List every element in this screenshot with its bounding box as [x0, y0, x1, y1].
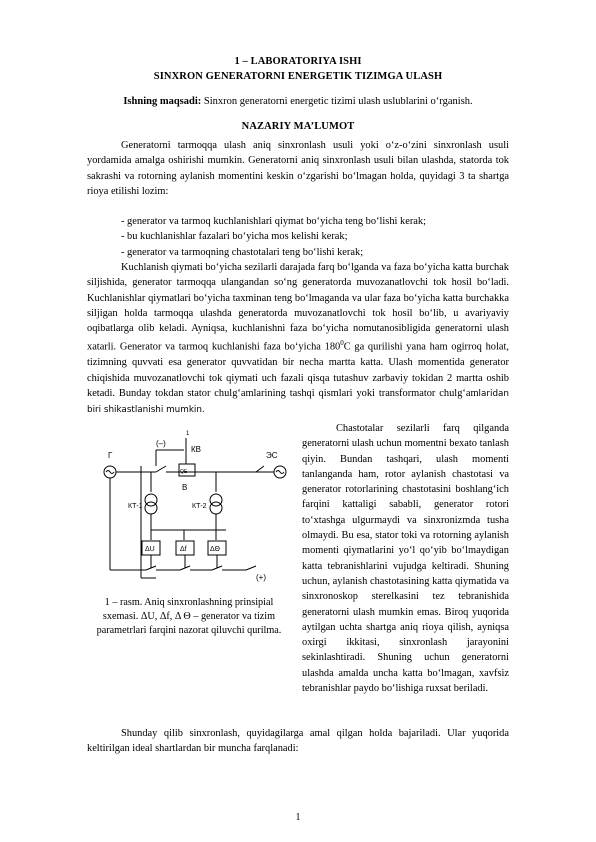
aim-label: Ishning maqsadi: [123, 96, 202, 107]
page-number: 1 [295, 812, 301, 823]
section-heading: NAZARIY MA’LUMOT [241, 121, 355, 132]
list-item: - generator va tarmoq kuchlanishlari qiymat bo‘yicha teng bo‘lishi kerak; [121, 216, 426, 227]
label-kt1: КТ-1 [128, 503, 143, 510]
synchronization-scheme-diagram [96, 430, 296, 590]
conditions-list [121, 214, 426, 260]
lab-title: 1 – LABORATORIYA ISHI [234, 56, 362, 67]
label-kt2: КТ-2 [192, 503, 207, 510]
paragraph-2-part-b: C ga qurilishi yana ham ogirroq holat, tizimning quvvati esa generator quvvatidan bir necha martta katta. Ulash momentida generator chiqishida muvozanatlovchi tok qiymati uch fazali qisqa tutashuv zarbaviy tokidan 2 martta oshib ketadi. Bunday tokdan stator chulg‘amlarining tashqi qismlari yoki transformator chulg‘am [87, 341, 509, 399]
label-b: В [182, 483, 188, 492]
label-du: ΔU [145, 546, 155, 553]
paragraph-2-part-c: laridan biri shikastlanishi mumkin. [87, 388, 509, 416]
label-df: Δf [180, 546, 187, 553]
label-kv: КВ [191, 445, 201, 454]
paragraph-2 [87, 260, 509, 418]
label-1: 1 [186, 431, 190, 437]
right-column-text: Chastotalar sezilarli farq qilganda generatorni ulash uchun momentni bexato tanlash qiyin. Bundan tashqari, ulash momenti tanlanganda ham, rotor aylanish chastotasi va generator rotorlarining chastotasini boshlang‘ich farqini kattaligi sababli, generator rotori to‘xtashga ulgurmaydi va sinxronizmda tusha olmaydi. Bu esa, stator toki va rotorning aylanish momenti qiymatlarini yo‘l qo‘yib bo‘lmaydigan katta tebranishlarini vujudga keltiradi. Shuning uchun, aylanish chastotasining katta qiymatida va sinxronoskop sterelkasini tez tebranishida generatorni ulash mumkin emas. Biroq yuqorida aytilgan uchta shartga aniq rioya qilish, ayniqsa oxirgi ikkitasi, sinxronlash jarayonini sekinlashtiradi. Shuning uchun generatorni ulashda amalda uncha katta bo‘lmagan, xavfsiz tebranishlar paydo bo‘lishiga ruxsat beriladi. [302, 423, 509, 695]
paragraph-2-part-a: Kuchlanish qiymati bo‘yicha sezilarli darajada farq bo‘lganda va faza bo‘yicha katta burchak siljishida, generator tarmoqqa ulangandan so‘ng generatorda muvozanatlovchi tok hosil bo‘ladi. Kuchlanishlar qiymatlari bo‘yicha taxminan teng bo‘lmaganda va ular faza bo‘yicha katta burchakka siljigan holda tarmoqqa ulashda generatorda muvozanatlovchi tok hosil bo‘lib, u avariyaviy oqibatlarga olib keladi. Ayniqsa, kuchlanishni faza bo‘yicha nomutanosibligida generatorni ulash xatarli. Generator va tarmoq kuchlanishi faza bo‘yicha 180 [87, 262, 509, 353]
lab-subtitle: SINXRON GENERATORNI ENERGETIK TIZIMGA ULASH [153, 71, 443, 82]
label-minus: (–) [156, 439, 166, 448]
paragraph-3: Shunday qilib sinxronlash, quyidagilarga amal qilgan holda bajariladi. Ular yuqorida keltirilgan ideal shartlardan bir muncha farqlanadi: [87, 728, 509, 755]
list-item: - bu kuchlanishlar fazalari bo‘yicha mos kelishi kerak; [121, 231, 348, 243]
degree-superscript: 0 [340, 339, 344, 348]
label-es: ЭС [266, 451, 278, 460]
list-item: - generator va tarmoqning chastotalari teng bo‘lishi kerak; [121, 246, 364, 258]
label-dtheta: ΔΘ [210, 546, 220, 553]
aim-line [0, 96, 596, 107]
label-qe: QE [180, 469, 188, 475]
label-generator: Г [108, 451, 113, 460]
label-plus: (+) [256, 573, 266, 582]
figure-caption: 1 – rasm. Aniq sinxronlashning prinsipial sxemasi. ΔU, Δf, Δ Θ – generator va tizim parametrlari farqini nazorat qiluvchi qurilma. [96, 597, 282, 636]
aim-text: Sinxron generatorni energetic tizimi ulash uslublarini o‘rganish. [201, 96, 473, 107]
paragraph-1: Generatorni tarmoqqa ulash aniq sinxronlash usuli yoki o‘z-o‘zini sinxronlash usuli yordamida amalga oshirishi mumkin. Generatorni aniq sinxronlash usuli bilan ulashda, statorda tok sakrashi va rotorning aylanish momentini keskin o‘zgarishi bo‘lmagan holda, quyidagi 3 ta shartga rioya etilishi lozim: [87, 140, 509, 197]
